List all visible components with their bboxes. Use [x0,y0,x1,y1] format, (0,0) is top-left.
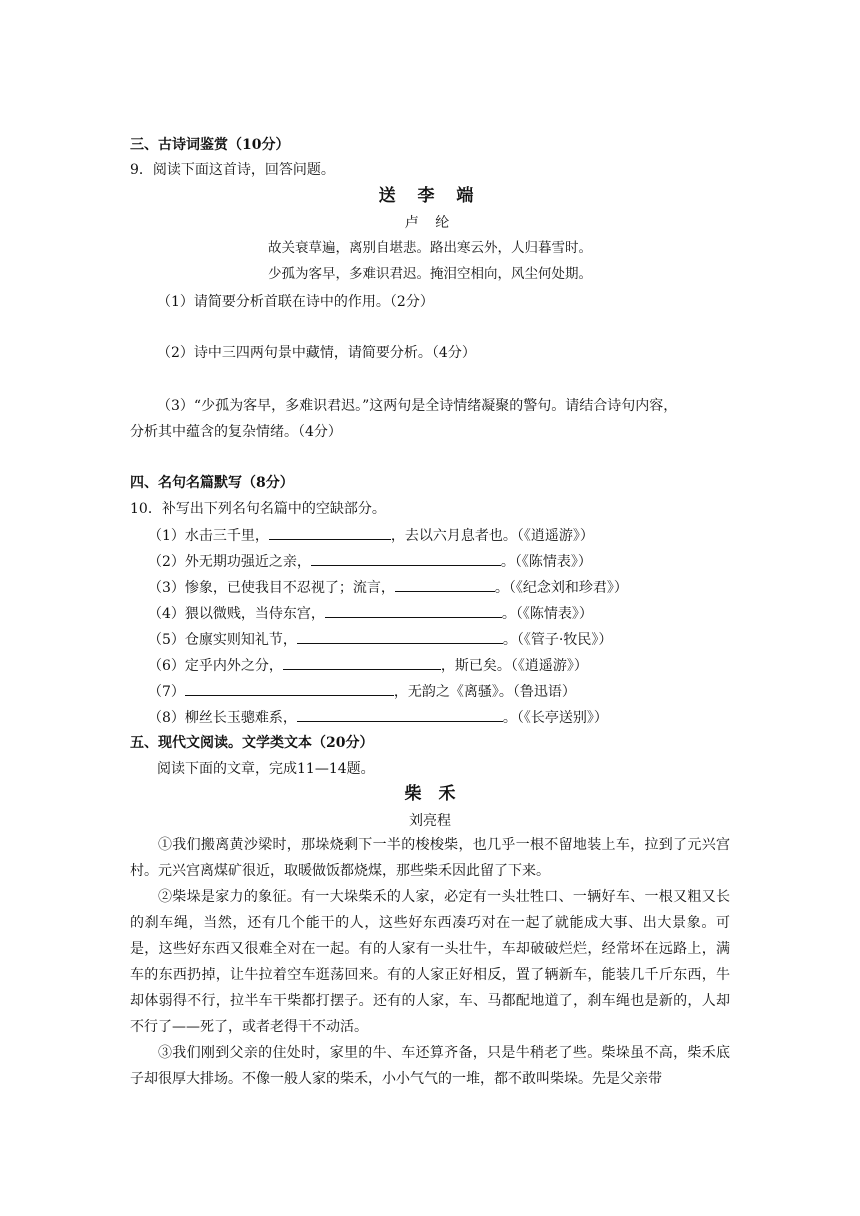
answer-blank[interactable] [395,578,495,592]
item-text: （3）惨象，已使我目不忍视了；流言， [148,580,395,596]
fill-blank-item [148,708,608,727]
item-text: （2）外无期功强近之亲， [148,554,311,570]
question-intro: 10．补写出下列名句名篇中的空缺部分。 [130,501,386,517]
reading-intro: 阅读下面的文章，完成11—14题。 [157,761,375,777]
sub-question: （1）请简要分析首联在诗中的作用。（2分） [157,294,434,310]
item-source: ，斯已矣。（《逍遥游》） [440,658,588,674]
item-text: （1）水击三千里， [148,528,269,544]
item-text: （8）柳丝长玉骢难系， [148,710,297,726]
section-heading: 三、古诗词鉴赏（10分） [130,137,290,153]
poem-line: 少孤为客早，多难识君迟。掩泪空相向，风尘何处期。 [268,266,592,282]
answer-blank[interactable] [297,708,503,722]
fill-blank-item [148,656,588,675]
answer-blank[interactable] [283,656,441,670]
item-source: ，无韵之《离骚》。（鲁迅语） [393,684,576,700]
section-heading: 五、现代文阅读。文学类文本（20分） [130,735,374,751]
poem-title: 送 李 端 [378,186,482,206]
poem-author: 卢 纶 [404,215,456,231]
section-heading: 四、名句名篇默写（8分） [130,475,294,491]
fill-blank-item [148,604,593,623]
item-text: （6）定乎内外之分， [148,658,283,674]
fill-blank-item [148,578,628,597]
article-paragraph: ③我们刚到父亲的住处时，家里的牛、车还算齐备，只是牛稍老了些。柴垛虽不高，柴禾底子却很厚大排场。不像一般人家的柴禾，小小气气的一堆，都不敢叫柴垛。先是父亲带 [130,1045,730,1087]
item-source: 。（《陈情表》） [501,606,593,622]
answer-blank[interactable] [297,630,503,644]
answer-blank[interactable] [325,604,502,618]
sub-question-continuation: 分析其中蕴含的复杂情绪。（4分） [130,424,342,440]
item-source: 。（《管子·牧民》） [502,632,613,648]
item-text: （5）仓廪实则知礼节， [148,632,297,648]
item-source: 。（《纪念刘和珍君》） [494,580,628,596]
item-source: 。（《陈情表》） [500,554,592,570]
poem-line: 故关衰草遍，离别自堪悲。路出寒云外，人归暮雪时。 [268,240,592,256]
fill-blank-item [148,552,592,571]
item-text: （7） [148,684,185,700]
article-paragraph: ①我们搬离黄沙梁时，那垛烧剩下一半的梭梭柴，也几乎一根不留地装上车，拉到了元兴宫村。元兴宫离煤矿很近，取暖做饭都烧煤，那些柴禾因此留了下来。 [130,837,730,879]
sub-question: （3）“少孤为客早，多难识君迟。”这两句是全诗情绪凝聚的警句。请结合诗句内容， [157,398,678,414]
item-text: （4）猥以微贱，当侍东宫， [148,606,325,622]
fill-blank-item [148,526,594,545]
answer-blank[interactable] [185,682,394,696]
fill-blank-item [148,630,612,649]
question-intro: 9．阅读下面这首诗，回答问题。 [130,162,335,178]
item-source: 。（《长亭送别》） [502,710,608,726]
answer-blank[interactable] [269,526,391,540]
item-source: ，去以六月息者也。（《逍遥游》） [390,528,594,544]
article-paragraph: ②柴垛是家力的象征。有一大垛柴禾的人家，必定有一头壮牲口、一辆好车、一根又粗又长的刹车绳，当然，还有几个能干的人，这些好东西凑巧对在一起了就能成大事、出大景象。可是，这些好东西又很难全对在一起。有的人家有一头壮牛，车却破破烂烂，经常坏在远路上，满车的东西扔掉，让牛拉着空车逛荡回来。有的人家正好相反，置了辆新车，能装几千斤东西，牛却体弱得不行，拉半车干柴都打摆子。还有的人家，车、马都配地道了，刹车绳也是新的，人却不行了——死了，或者老得干不动活。 [130,889,730,1035]
answer-blank[interactable] [311,552,501,566]
sub-question: （2）诗中三四两句景中藏情，请简要分析。（4分） [157,345,476,361]
fill-blank-item [148,682,576,701]
article-author: 刘亮程 [409,813,451,829]
article-title: 柴 禾 [404,784,456,804]
